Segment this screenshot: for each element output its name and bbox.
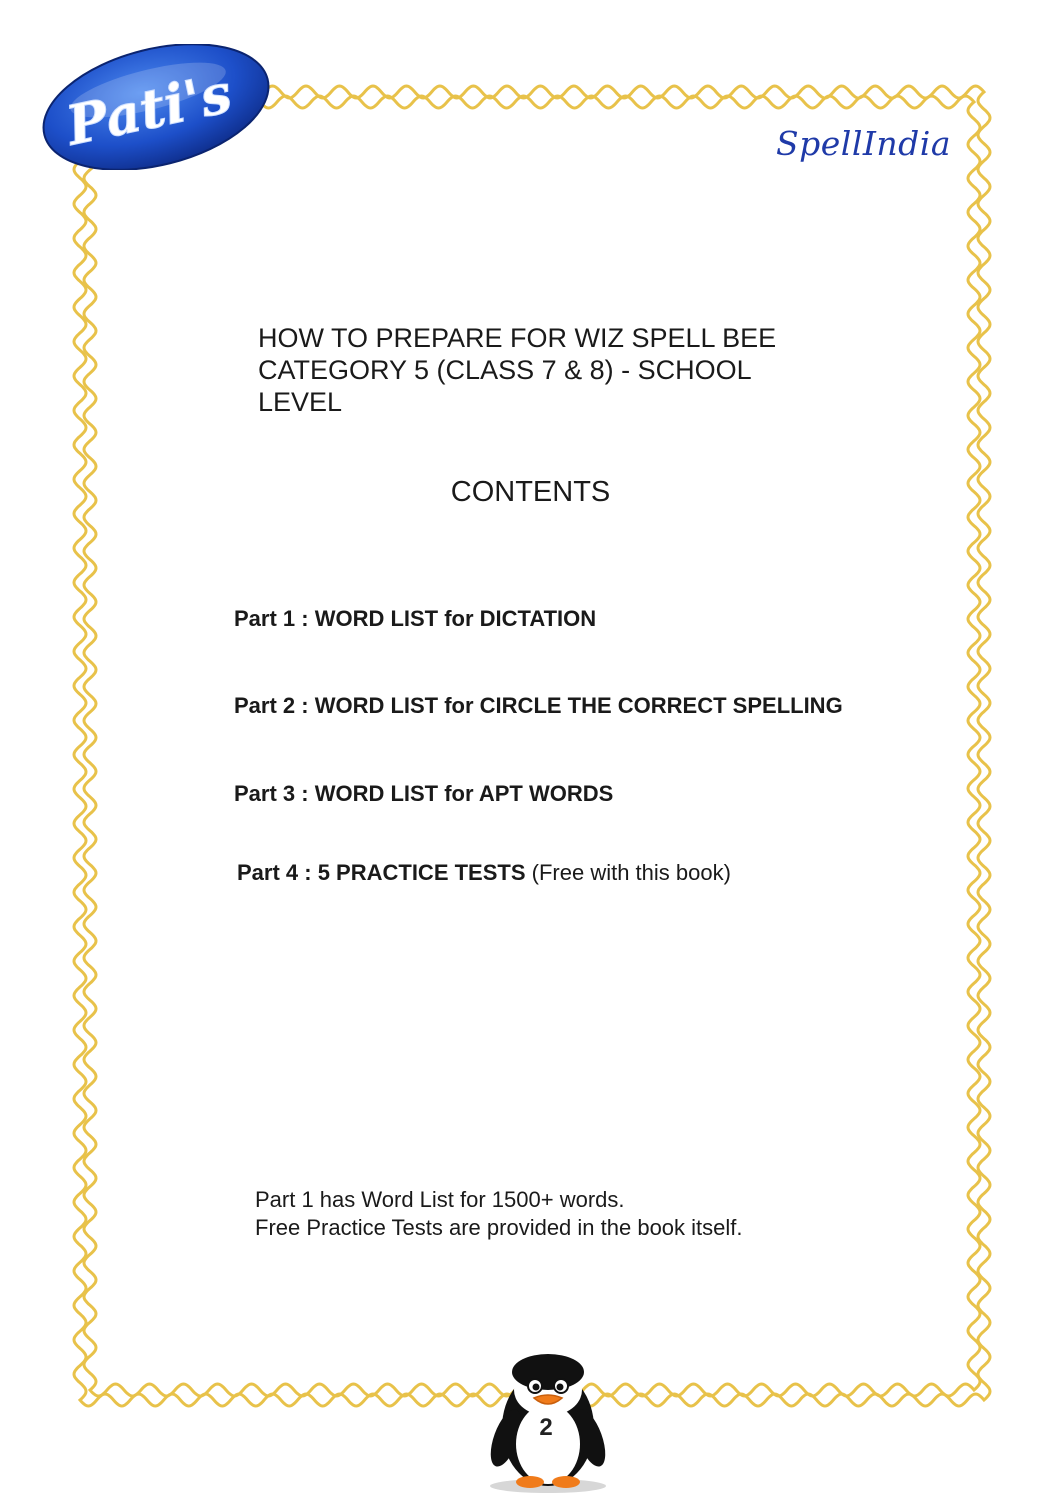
patis-logo [38, 44, 274, 170]
toc-item-label: Part 1 : WORD LIST for DICTATION [234, 606, 597, 631]
toc-item-label: Part 3 : WORD LIST for APT WORDS [234, 781, 614, 806]
footer-line: Free Practice Tests are provided in the book itself. [255, 1215, 743, 1240]
toc-item [234, 781, 613, 807]
page-number: 2 [539, 1414, 553, 1441]
footer-note [255, 1186, 743, 1242]
contents-heading: CONTENTS [450, 476, 611, 508]
toc-item-label: Part 4 : 5 PRACTICE TESTS [237, 860, 526, 885]
title-line: CATEGORY 5 (CLASS 7 & 8) - SCHOOL [258, 355, 752, 385]
title-line: LEVEL [258, 387, 343, 417]
toc-item [234, 606, 596, 632]
toc-item [234, 693, 843, 719]
toc-item-label: Part 2 : WORD LIST for CIRCLE THE CORRECT SPELLING [234, 693, 843, 718]
toc-item-note: (Free with this book) [531, 860, 731, 885]
logo-text: Pati's [60, 60, 238, 158]
toc-item [237, 860, 731, 886]
title-line: HOW TO PREPARE FOR WIZ SPELL BEE [258, 323, 777, 353]
brand-name: SpellIndia [776, 124, 952, 163]
document-title [258, 322, 858, 418]
footer-line: Part 1 has Word List for 1500+ words. [255, 1187, 625, 1212]
